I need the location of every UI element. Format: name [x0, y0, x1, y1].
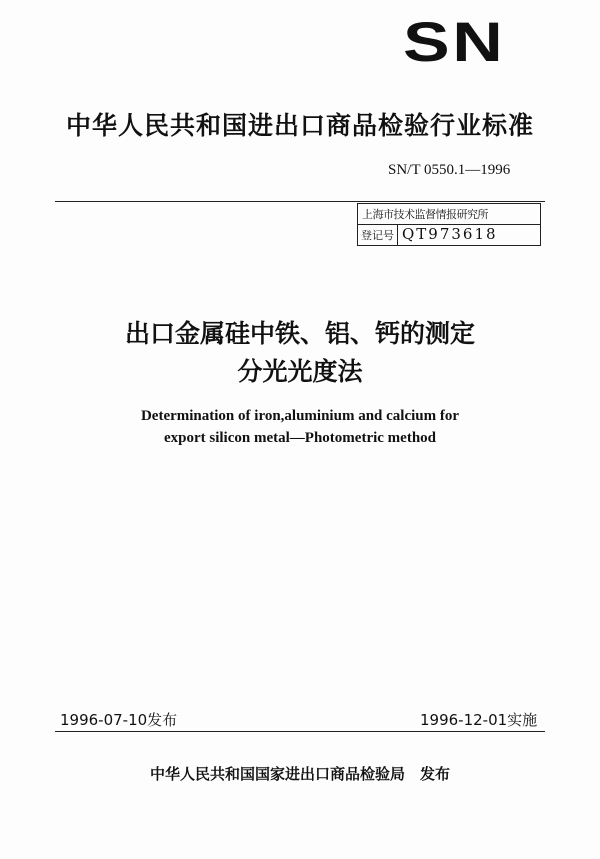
issuer: 中华人民共和国国家进出口商品检验局 发布: [149, 765, 450, 783]
title-zh-line1: 出口金属硅中铁、铝、钙的测定: [124, 319, 475, 348]
standard-category: 中华人民共和国进出口商品检验行业标准: [65, 111, 534, 140]
stamp-reg-label: 登记号: [358, 225, 398, 245]
title-en-line2: export silicon metal—Photometric method: [163, 430, 437, 446]
bottom-rule: [55, 731, 545, 732]
standard-number: SN/T 0550.1—1996: [388, 162, 511, 178]
stamp-reg-number: QT973618: [402, 225, 498, 243]
effective-date: 1996-12-01实施: [420, 711, 538, 729]
top-rule: [55, 201, 545, 202]
registration-stamp: [357, 203, 541, 246]
issue-date: 1996-07-10发布: [60, 711, 178, 729]
stamp-institute: 上海市技术监督情报研究所: [358, 204, 540, 225]
sn-logo: SN: [403, 10, 506, 73]
title-zh-line2: 分光光度法: [237, 357, 363, 386]
title-en-line1: Determination of iron,aluminium and calcium for: [140, 408, 460, 424]
